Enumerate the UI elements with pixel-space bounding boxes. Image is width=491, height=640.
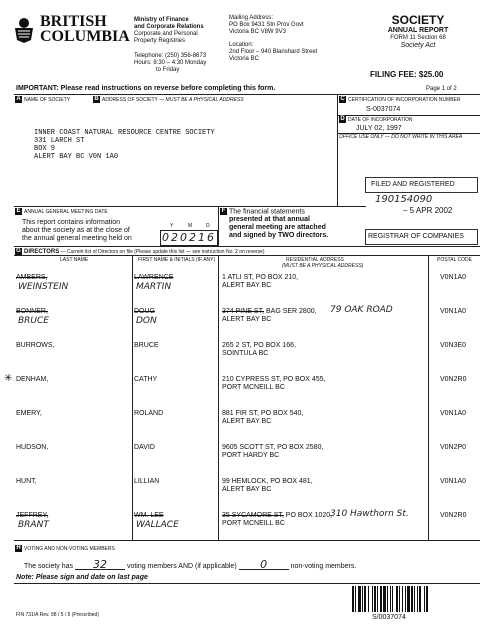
- stamp-line-3: REGISTRAR OF COMPANIES: [368, 233, 464, 240]
- barcode-bar: [387, 586, 388, 612]
- section-d-letter: D: [340, 116, 345, 122]
- members-line: [24, 558, 484, 571]
- ymd-label: D: [206, 223, 210, 229]
- table-row: [14, 270, 480, 304]
- members-pre: The society has: [24, 563, 74, 570]
- important-note: IMPORTANT: Please read instructions on reverse before completing this form.: [16, 85, 276, 92]
- last-name: EMERY,: [16, 410, 42, 417]
- section-h-letter: H: [16, 545, 21, 551]
- address-line-2: ALERT BAY BC: [222, 486, 272, 493]
- address-line-2: PORT MCNEILL BC: [222, 520, 285, 527]
- society-address-line: 331 LARCH ST: [34, 137, 85, 145]
- ministry-block: [134, 17, 206, 74]
- section-c-text: CERTIFICATION OF INCORPORATION NUMBER: [348, 96, 461, 103]
- agm-digit: 2: [189, 231, 196, 244]
- col-postal: POSTAL CODE: [437, 257, 473, 263]
- first-name: BRUCE: [134, 342, 159, 349]
- section-c-letter: C: [340, 96, 345, 102]
- barcode-bar: [426, 586, 428, 612]
- section-f-letter: F: [221, 208, 226, 214]
- postal-code: V0N1A0: [440, 410, 467, 417]
- barcode-bar: [392, 586, 393, 612]
- members-mid: voting members AND (if applicable): [126, 563, 237, 570]
- section-e-letter: E: [16, 208, 21, 214]
- postal-code: V0N1A0: [440, 478, 467, 485]
- first-name-handwritten: WALLACE: [136, 520, 179, 530]
- barcode-bar: [399, 586, 400, 612]
- ministry-line: Ministry of Finance: [134, 17, 189, 23]
- barcode-bar: [362, 586, 363, 612]
- sign-note: Note: Please sign and date on last page: [16, 574, 148, 581]
- last-name: BONNER,: [16, 308, 48, 315]
- form-title: SOCIETY: [391, 13, 445, 27]
- agm-digit: 2: [171, 231, 178, 244]
- postal-code: V0N1A0: [440, 308, 467, 315]
- first-name: DAVID: [134, 444, 155, 451]
- address-line-1: [222, 444, 323, 452]
- address-street: 9605 SCOTT ST, PO BOX 2580,: [222, 444, 324, 451]
- section-b-text-italic: MUST BE A PHYSICAL ADDRESS: [165, 96, 244, 103]
- society-address-line: BOX 9: [34, 145, 56, 153]
- last-name: HUNT,: [16, 478, 37, 485]
- postal-code: V0N2P0: [440, 444, 467, 451]
- agm-digit: 0: [180, 231, 187, 244]
- society-address-block: [34, 129, 215, 161]
- agm-digit: 1: [198, 231, 205, 244]
- postal-code: V0N2R0: [440, 376, 467, 383]
- location-line: Victoria BC: [229, 56, 259, 62]
- last-name-handwritten: BRANT: [18, 520, 49, 530]
- asterisk-mark-icon: ✳: [4, 373, 13, 384]
- logo-line-1: BRITISH: [40, 13, 107, 30]
- agm-digit: 0: [162, 231, 169, 244]
- mailing-label: Mailing Address:: [229, 15, 274, 21]
- barcode-bar: [364, 586, 366, 612]
- hours-2: to Friday: [156, 67, 180, 73]
- location-line: 2nd Floor – 940 Blanshard Street: [229, 49, 318, 55]
- voting-count[interactable]: 32: [75, 561, 125, 570]
- barcode-bar: [377, 586, 378, 612]
- address-street: 99 HEMLOCK, PO BOX 481,: [222, 478, 313, 485]
- section-f-line: and signed by TWO directors.: [229, 232, 329, 240]
- address-line-1: [222, 308, 317, 316]
- address-line-1: [222, 274, 298, 282]
- barcode-bar: [390, 586, 391, 612]
- first-name-handwritten: DON: [136, 316, 157, 326]
- last-name: HUDSON,: [16, 444, 49, 451]
- barcode-bar: [402, 586, 403, 612]
- hours: Hours: 8:30 – 4:30 Monday: [134, 60, 207, 66]
- col-address: RESIDENTIAL ADDRESS: [286, 257, 344, 263]
- table-row: [14, 440, 480, 474]
- last-name-handwritten: WEINSTEIN: [18, 282, 69, 292]
- address-line-2: ALERT BAY BC: [222, 282, 272, 289]
- address-street: 35 SYCAMORE ST,: [222, 512, 284, 519]
- page-number: Page 1 of 2: [426, 86, 457, 92]
- stamp-line-1: FILED AND REGISTERED: [371, 181, 455, 188]
- barcode-bar: [411, 586, 413, 612]
- barcode-bar: [355, 586, 356, 612]
- barcode-bar: [419, 586, 421, 612]
- barcode-bar: [372, 586, 373, 612]
- address-street: 881 FIR ST, PO BOX 540,: [222, 410, 304, 417]
- last-name: DENHAM,: [16, 376, 49, 383]
- non-voting-count[interactable]: 0: [239, 561, 289, 570]
- mailing-block: [229, 15, 317, 63]
- address-street-rest: PO BOX 1020,: [283, 512, 333, 519]
- barcode-bar: [424, 586, 425, 612]
- society-name: INNER COAST NATURAL RESOURCE CENTRE SOCIETY: [34, 129, 215, 137]
- section-g-subtitle: — Current list of Directors on file (Please update this list — see instruction No. 2 on reverse): [60, 248, 265, 255]
- address-line-1: [222, 342, 296, 350]
- ministry-line: Corporate and Personal: [134, 31, 198, 37]
- section-g-label: [15, 248, 265, 255]
- section-f-line: presented at that annual: [229, 216, 310, 224]
- barcode-bar: [407, 586, 410, 612]
- stamp-date: – 5 APR 2002: [403, 206, 453, 215]
- barcode-icon: [352, 586, 478, 612]
- first-name: LAWRENCE: [134, 274, 174, 281]
- section-h-label: [15, 545, 115, 552]
- agm-text-line: about the society as at the close of: [22, 227, 130, 234]
- address-line-1: [222, 512, 332, 520]
- incorporation-number: S-0037074: [366, 106, 401, 113]
- barcode-bar: [358, 586, 361, 612]
- mailing-line: Victoria BC V8W 9V3: [229, 29, 286, 35]
- table-row: [14, 474, 480, 508]
- filing-fee: FILING FEE: $25.00: [370, 70, 444, 79]
- last-name: BURROWS,: [16, 342, 55, 349]
- section-g-title: DIRECTORS: [24, 248, 60, 255]
- stamp-number: 190154090: [375, 194, 433, 205]
- section-f-line: The financial statements: [229, 208, 305, 216]
- section-d-label: [339, 116, 413, 123]
- form-code: FIN 731/A Rev. 98 / 5 / 5 (Prescribed): [16, 612, 99, 618]
- location-label: Location:: [229, 42, 254, 48]
- barcode-bar: [352, 586, 354, 612]
- last-name-handwritten: BRUCE: [18, 316, 49, 326]
- agm-digit: 6: [207, 231, 214, 244]
- table-row: [14, 304, 480, 338]
- mailing-line: PO Box 9431 Stn Prov Govt: [229, 22, 304, 28]
- address-street-rest: BAG SER 2800,: [264, 308, 317, 315]
- table-row: [14, 508, 480, 542]
- table-row: [14, 338, 480, 372]
- address-line-2: ALERT BAY BC: [222, 316, 272, 323]
- barcode-bar: [380, 586, 382, 612]
- address-street: 265 2 ST, PO BOX 166,: [222, 342, 296, 349]
- section-b-label: [93, 96, 244, 103]
- barcode-bar: [383, 586, 386, 612]
- section-e-text: ANNUAL GENERAL MEETING DATE: [24, 208, 108, 215]
- agm-text-line: This report contains information: [22, 219, 121, 226]
- barcode-bar: [414, 586, 415, 612]
- section-f-block: [220, 208, 328, 240]
- barcode-bar: [396, 586, 398, 612]
- address-line-1: [222, 410, 303, 418]
- table-row: [14, 372, 480, 406]
- last-name: JEFFREY,: [16, 512, 49, 519]
- members-post: non-voting members.: [290, 563, 357, 570]
- agm-text-line: the annual general meeting held on: [22, 235, 132, 242]
- first-name: ROLAND: [134, 410, 164, 417]
- bc-logo: [12, 13, 130, 54]
- first-name: CATHY: [134, 376, 158, 383]
- col-first-name: FIRST NAME & INITIALS (IF ANY): [138, 257, 216, 263]
- postal-code: V0N1A0: [440, 274, 467, 281]
- first-name: WM. LEE: [134, 512, 164, 519]
- address-handwritten: 79 OAK ROAD: [330, 305, 393, 315]
- address-line-1: [222, 478, 313, 486]
- filed-stamp: [365, 177, 477, 247]
- barcode-bar: [405, 586, 406, 612]
- ymd-label: M: [188, 223, 193, 229]
- section-e-label: [15, 208, 108, 215]
- incorporation-date: JULY 02, 1997: [356, 125, 402, 132]
- first-name: LILLIAN: [134, 478, 160, 485]
- title-block: [358, 14, 478, 50]
- address-line-2: PORT MCNEILL BC: [222, 384, 285, 391]
- ministry-line: and Corporate Relations: [134, 24, 204, 30]
- address-handwritten: 310 Hawthorn St.: [330, 509, 409, 519]
- crest-icon: [12, 16, 36, 44]
- first-name-handwritten: MARTIN: [136, 282, 172, 292]
- form-act: Society Act: [400, 42, 436, 49]
- logo-line-2: COLUMBIA: [40, 28, 130, 45]
- address-street: 210 CYPRESS ST, PO BOX 455,: [222, 376, 326, 383]
- address-line-2: SOINTULA BC: [222, 350, 269, 357]
- col-address-note: (MUST BE A PHYSICAL ADDRESS): [282, 263, 364, 269]
- postal-code: V0N2R0: [440, 512, 467, 519]
- agm-text: [22, 219, 132, 243]
- telephone: Telephone: (250) 356-8673: [134, 53, 207, 59]
- barcode-bar: [368, 586, 369, 612]
- barcode-text: S/0037074: [372, 614, 406, 621]
- office-use-note: OFFICE USE ONLY — DO NOT WRITE IN THIS AREA: [339, 134, 463, 140]
- section-g-letter: G: [16, 248, 21, 254]
- agm-date-boxes[interactable]: [160, 230, 218, 246]
- address-line-1: [222, 376, 326, 384]
- form-subtitle: ANNUAL REPORT: [387, 27, 449, 34]
- last-name: AMBERS,: [16, 274, 48, 281]
- society-address-line: ALERT BAY BC V0N 1A0: [34, 153, 119, 161]
- address-street: 374 PINE ST,: [222, 308, 265, 315]
- section-c-label: [339, 96, 461, 103]
- first-name: DOUG: [134, 308, 155, 315]
- form-number: FORM 11 Section 68: [390, 35, 446, 41]
- section-a-letter: A: [16, 96, 21, 102]
- section-a-label: [15, 96, 70, 103]
- postal-code: V0N3E0: [440, 342, 467, 349]
- section-d-text: DATE OF INCORPORATION: [348, 116, 413, 123]
- section-f-line: general meeting are attached: [229, 224, 326, 232]
- ymd-label: Y: [170, 223, 174, 229]
- section-b-letter: B: [94, 96, 99, 102]
- table-row: [14, 406, 480, 440]
- barcode-bar: [374, 586, 376, 612]
- address-line-2: PORT HARDY BC: [222, 452, 280, 459]
- col-last-name: LAST NAME: [60, 257, 89, 263]
- section-b-text: ADDRESS OF SOCIETY —: [102, 96, 165, 103]
- barcode-bar: [417, 586, 418, 612]
- address-street: 1 ATLI ST, PO BOX 210,: [222, 274, 299, 281]
- address-line-2: ALERT BAY BC: [222, 418, 272, 425]
- section-h-text: VOTING AND NON-VOTING MEMBERS: [24, 545, 115, 552]
- ministry-line: Property Registries: [134, 38, 186, 44]
- section-a-text: NAME OF SOCIETY: [24, 96, 71, 103]
